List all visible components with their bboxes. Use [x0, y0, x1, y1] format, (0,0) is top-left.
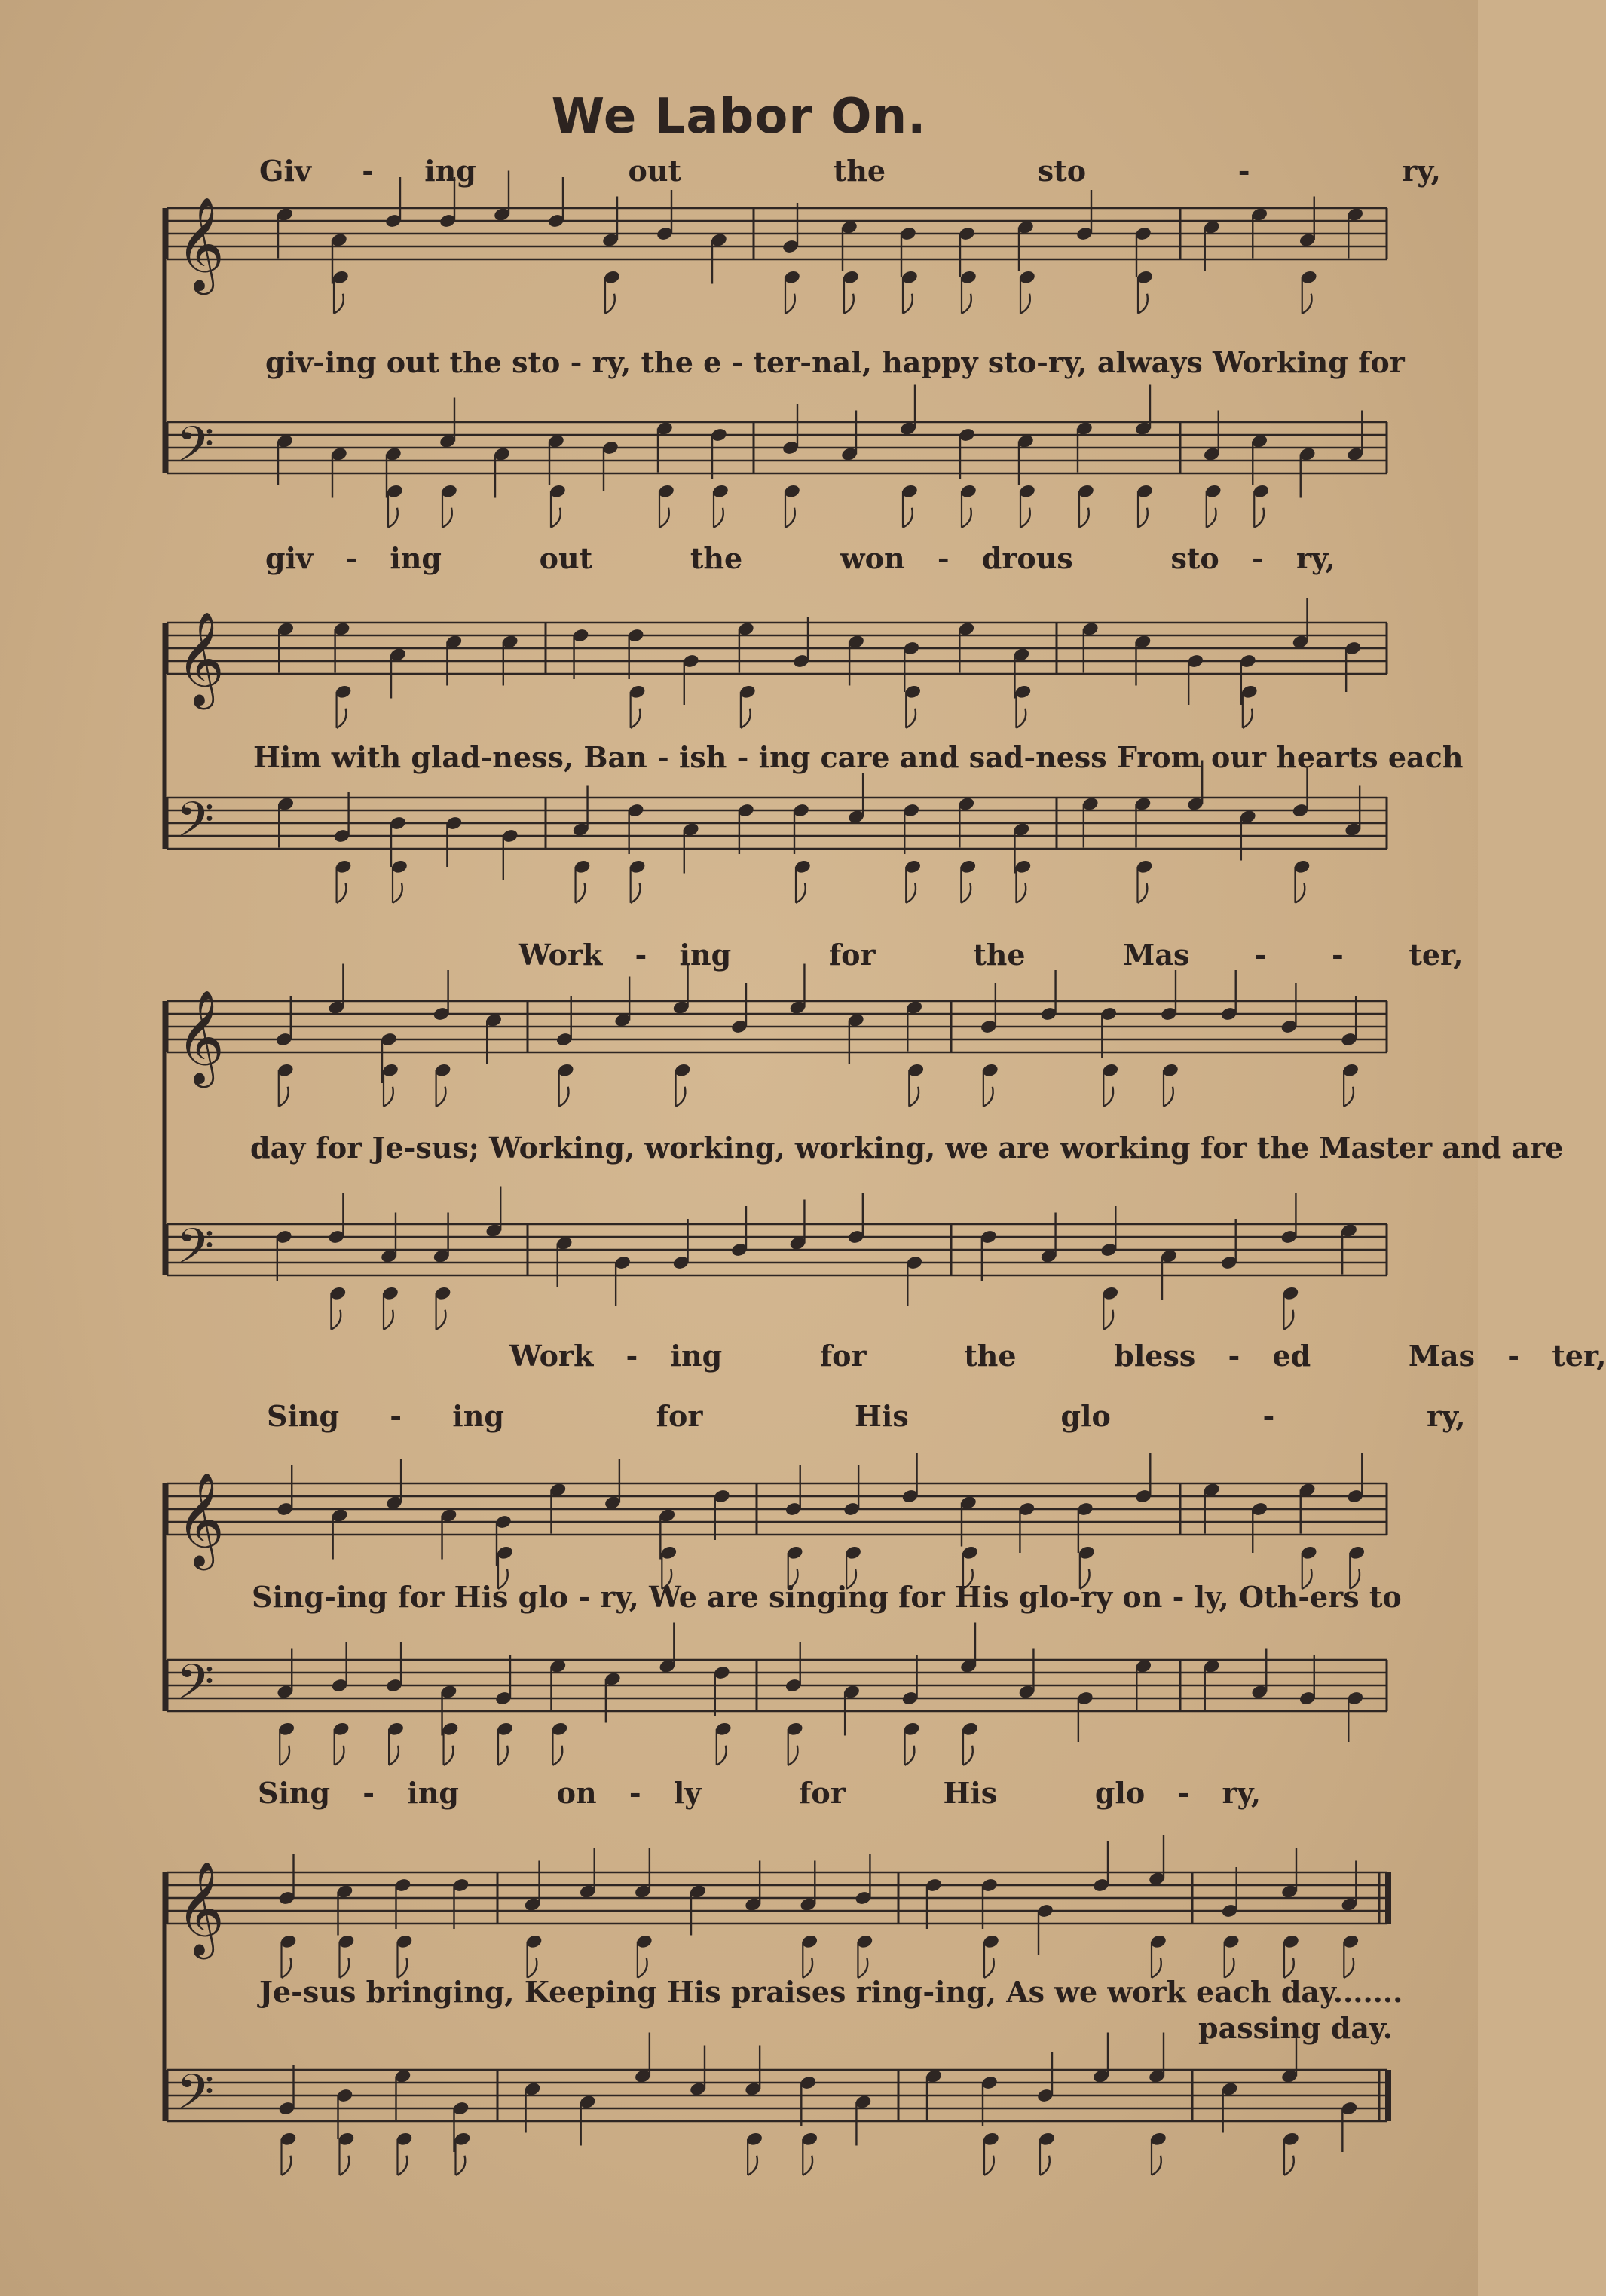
note-flag [717, 1746, 727, 1765]
note-flag [1207, 508, 1216, 528]
note-flag [1040, 2156, 1050, 2175]
note-flag [909, 1087, 919, 1107]
note-flag [631, 709, 641, 728]
note-flag [559, 1087, 569, 1107]
note-flag [785, 294, 795, 314]
lyric-line: Sing - ing for His glo - ry, [267, 1399, 1466, 1433]
note-flag [1254, 508, 1264, 528]
note-flag [1344, 1958, 1354, 1978]
note-flag [1302, 294, 1312, 314]
note-flag [337, 709, 347, 728]
note-flag [1016, 709, 1026, 728]
note-flag [528, 1958, 537, 1978]
lyric-line: Him with glad-ness, Ban - ish - ing care and sad-ness From our hearts each [253, 740, 1464, 774]
note-flag [961, 883, 971, 903]
note-flag [389, 1746, 399, 1765]
note-flag [1138, 294, 1148, 314]
note-flag [384, 1310, 393, 1330]
note-flag [605, 294, 615, 314]
bass-clef-icon: 𝄢 [176, 1219, 215, 1287]
treble-clef-icon: 𝄞 [176, 990, 225, 1084]
note-flag [796, 883, 806, 903]
note-flag [962, 294, 971, 314]
note-flag [903, 294, 913, 314]
note-flag [398, 1958, 408, 1978]
note-flag [984, 2156, 994, 2175]
note-flag [340, 2156, 350, 2175]
note-flag [335, 1746, 344, 1765]
treble-clef-icon: 𝄞 [176, 197, 225, 291]
note-flag [1296, 883, 1305, 903]
treble-clef-icon: 𝄞 [176, 1861, 225, 1955]
note-flag [1283, 1310, 1293, 1330]
bass-clef-icon: 𝄢 [176, 417, 215, 485]
note-flag [436, 1310, 446, 1330]
note-flag [1016, 883, 1026, 903]
note-flag [788, 1569, 798, 1589]
note-flag [551, 508, 561, 528]
lyric-line: Sing - ing on - ly for His glo - ry, [258, 1776, 1262, 1810]
note-flag [1152, 2156, 1161, 2175]
lyric-line: Work - ing for the Mas - - ter, [519, 938, 1464, 972]
note-flag [803, 1958, 812, 1978]
note-flag [785, 508, 795, 528]
note-flag [803, 2156, 812, 2175]
treble-clef-icon: 𝄞 [176, 611, 225, 706]
note-flag [1152, 1958, 1161, 1978]
note-flag [662, 1569, 671, 1589]
note-flag [280, 1746, 289, 1765]
note-flag [1302, 1569, 1312, 1589]
note-flag [788, 1746, 798, 1765]
bass-clef-icon: 𝄢 [176, 792, 215, 860]
note-flag [741, 709, 751, 728]
note-flag [1164, 1087, 1173, 1107]
note-flag [498, 1569, 508, 1589]
note-flag [576, 883, 586, 903]
bass-clef-icon: 𝄢 [176, 1655, 215, 1722]
note-flag [858, 1958, 867, 1978]
note-flag [963, 1569, 973, 1589]
note-flag [631, 883, 641, 903]
lyric-line: day for Je-sus; Working, working, working, we are working for the Master and are [250, 1131, 1564, 1165]
note-flag [906, 709, 916, 728]
hymn-title: We Labor On. [551, 89, 927, 145]
note-flag [337, 883, 347, 903]
note-flag [1103, 1310, 1113, 1330]
note-flag [1080, 1569, 1090, 1589]
treble-clef-icon: 𝄞 [176, 1472, 225, 1566]
note-flag [442, 508, 452, 528]
note-flag [676, 1087, 686, 1107]
note-flag [846, 1569, 856, 1589]
note-flag [714, 508, 723, 528]
note-flag [436, 1087, 446, 1107]
lyric-line: passing day. [1198, 2011, 1393, 2045]
note-flag [331, 1310, 341, 1330]
note-flag [334, 294, 344, 314]
note-flag [552, 1746, 562, 1765]
lyric-line: Giv - ing out the sto - ry, [259, 154, 1441, 188]
lyric-line: giv - ing out the won - drous sto - ry, [265, 541, 1335, 575]
note-flag [659, 508, 669, 528]
note-flag [1138, 508, 1148, 528]
note-flag [340, 1958, 350, 1978]
lyric-line: Work - ing for the bless - ed Mas - ter, [509, 1339, 1606, 1373]
lyric-line: Sing-ing for His glo - ry, We are singing for His glo-ry on - ly, Oth-ers to [252, 1580, 1402, 1614]
note-flag [1284, 1958, 1294, 1978]
note-flag [1138, 883, 1148, 903]
note-flag [444, 1746, 454, 1765]
note-flag [1079, 508, 1089, 528]
final-barline [1385, 1872, 1391, 1924]
note-flag [983, 1087, 993, 1107]
note-flag [844, 294, 854, 314]
note-flag [1225, 1958, 1234, 1978]
note-flag [1284, 2156, 1294, 2175]
note-flag [388, 508, 398, 528]
note-flag [456, 2156, 466, 2175]
final-barline [1385, 2070, 1391, 2121]
note-flag [398, 2156, 408, 2175]
note-flag [962, 508, 971, 528]
note-flag [984, 1958, 994, 1978]
note-flag [963, 1746, 973, 1765]
note-flag [1020, 294, 1030, 314]
note-flag [1344, 1087, 1354, 1107]
note-flag [748, 2156, 757, 2175]
note-flag [384, 1087, 393, 1107]
note-flag [282, 2156, 292, 2175]
note-flag [1020, 508, 1030, 528]
note-flag [282, 1958, 292, 1978]
note-flag [498, 1746, 508, 1765]
bass-clef-icon: 𝄢 [176, 2065, 215, 2132]
note-flag [393, 883, 402, 903]
note-flag [906, 883, 916, 903]
lyric-line: Je-sus bringing, Keeping His praises ring-ing, As we work each day....... [259, 1975, 1403, 2009]
note-flag [1103, 1087, 1113, 1107]
note-flag [638, 1958, 647, 1978]
note-flag [905, 1746, 915, 1765]
note-flag [1350, 1569, 1360, 1589]
note-flag [903, 508, 913, 528]
lyric-line: giv-ing out the sto - ry, the e - ter-nal, happy sto-ry, always Working for [265, 345, 1405, 379]
note-flag [1243, 709, 1253, 728]
note-flag [279, 1087, 289, 1107]
